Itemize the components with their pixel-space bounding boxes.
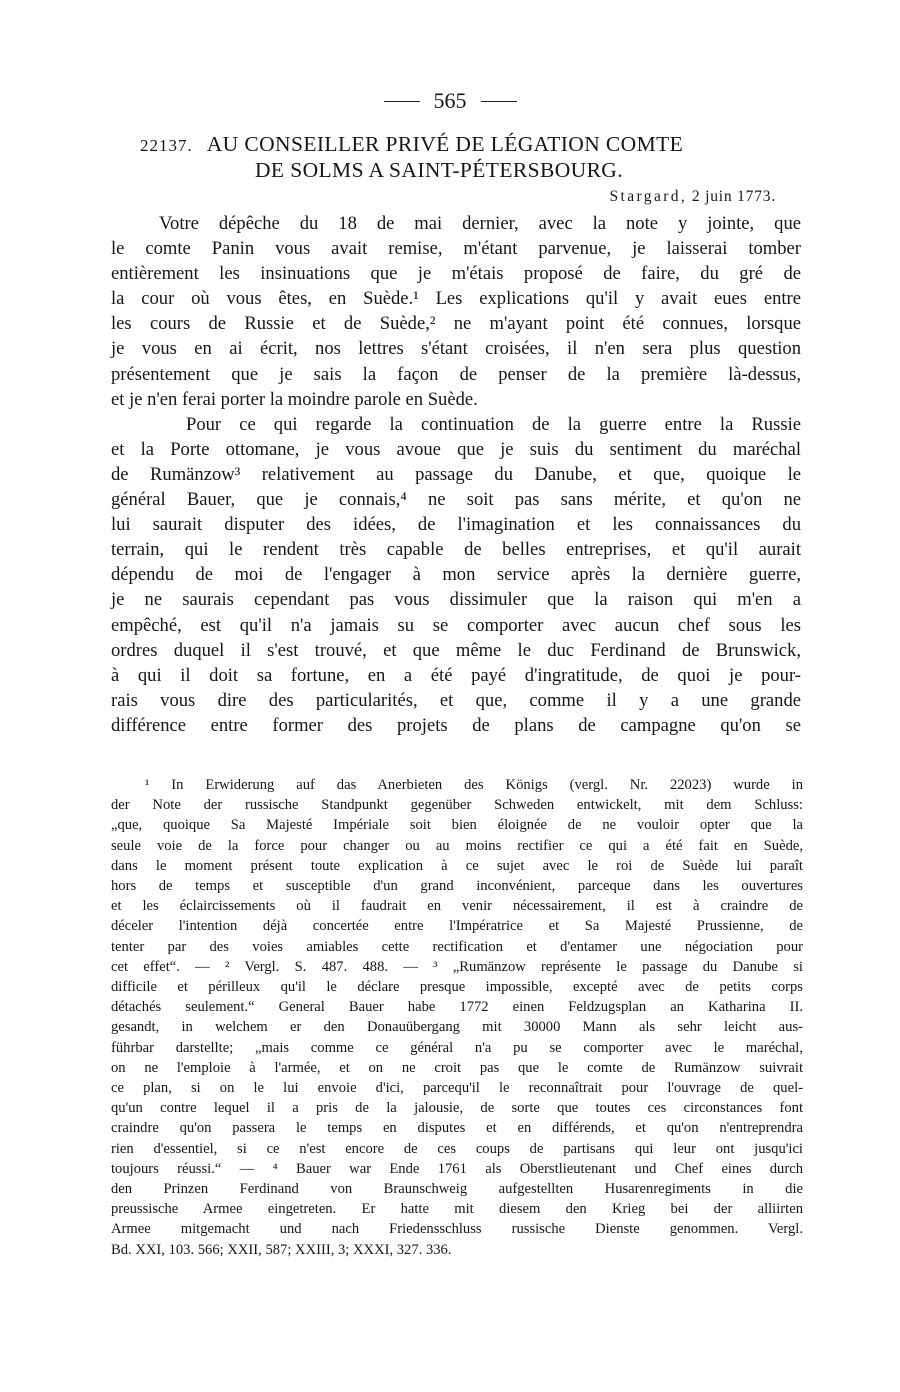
body-line: rais vous dire des particularités, et que, comme il y a une grande bbox=[111, 689, 801, 711]
footnote-line: „que, quoique Sa Majesté Impériale soit bien éloignée de ne vouloir opter que la bbox=[111, 817, 803, 834]
footnote-line: ce plan, si on le lui envoie d'ici, parcequ'il le reconnaîtrait pour l'ouvrage de quel- bbox=[111, 1080, 803, 1097]
footnote-line: seule voie de la force pour changer ou au moins rectifier ce qui a été fait en Suède, bbox=[111, 837, 803, 854]
letter-body bbox=[111, 211, 801, 738]
body-line: Votre dépêche du 18 de mai dernier, avec la note y jointe, que bbox=[159, 213, 801, 234]
dateline-place: Stargard, bbox=[609, 188, 688, 205]
body-line: ordres duquel il s'est trouvé, et que même le duc Ferdinand de Brunswick, bbox=[111, 639, 801, 661]
footnote-line: Bd. XXI, 103. 566; XXII, 587; XXIII, 3; XXXI, 327. 336. bbox=[111, 1241, 452, 1258]
footnote-line: der Note der russische Standpunkt gegenüber Schweden entwickelt, mit dem Schluss: bbox=[111, 797, 803, 814]
body-line: de Rumänzow³ relativement au passage du Danube, et que, quoique le bbox=[111, 463, 801, 485]
page-header bbox=[0, 86, 900, 116]
footnote-line: ¹ In Erwiderung auf das Anerbieten des Königs (vergl. Nr. 22023) wurde in bbox=[145, 777, 803, 793]
body-line: général Bauer, que je connais,⁴ ne soit pas sans mérite, et qu'on ne bbox=[111, 489, 801, 511]
page-number: 565 bbox=[433, 88, 467, 113]
footnote-line: déceler l'intention déjà concertée entre l'Impératrice et Sa Majesté Prussienne, de bbox=[111, 918, 803, 935]
footnote-line: gesandt, in welchem er den Donauübergang mit 30000 Mann als sehr leicht aus- bbox=[111, 1019, 803, 1036]
body-line: Pour ce qui regarde la continuation de la guerre entre la Russie bbox=[186, 413, 801, 435]
footnote-line: tenter par des voies amiables cette rectification et d'entamer une négociation pour bbox=[111, 938, 803, 955]
body-line: et je n'en ferai porter la moindre parole en Suède. bbox=[111, 388, 478, 410]
body-line: différence entre former des projets de plans de campagne qu'on se bbox=[111, 714, 801, 736]
right-rule bbox=[481, 101, 517, 102]
footnote-line: cet effet“. — ² Vergl. S. 487. 488. — ³ „Rumänzow représente le passage du Danube si bbox=[111, 958, 803, 975]
footnote-line: führbar darstellte; „mais comme ce général n'a pu se comporter avec le maréchal, bbox=[111, 1039, 803, 1056]
footnote-line: qu'un contre lequel il a pris de la jalousie, de sorte que toutes ces circonstances font bbox=[111, 1100, 803, 1117]
footnote-line: et les éclaircissements où il faudrait en venir nécessairement, il est à craindre de bbox=[111, 898, 803, 915]
body-line: le comte Panin vous avait remise, m'étant parvenue, je laisserai tomber bbox=[111, 238, 801, 260]
heading-line-1 bbox=[140, 132, 780, 158]
body-line: les cours de Russie et de Suède,² ne m'ayant point été connues, lorsque bbox=[111, 313, 801, 335]
dateline-date: 2 juin 1773. bbox=[691, 188, 776, 205]
footnote-line: den Prinzen Ferdinand von Braunschweig aufgestellten Husarenregiments in die bbox=[111, 1181, 803, 1198]
footnote-line: craindre qu'on passera le temps en disputes et en différends, et qu'on n'entreprendra bbox=[111, 1120, 803, 1137]
body-line: empêché, est qu'il n'a jamais su se comporter avec aucun chef sous les bbox=[111, 614, 801, 636]
heading-line-2: DE SOLMS A SAINT-PÉTERSBOURG. bbox=[255, 158, 624, 182]
body-line: je vous en ai écrit, nos lettres s'étant croisées, il n'en sera plus question bbox=[111, 338, 801, 360]
body-line: terrain, qui le rendent très capable de belles entreprises, et qu'il aurait bbox=[111, 539, 801, 561]
document-number: 22137. bbox=[140, 136, 193, 155]
dateline bbox=[400, 188, 776, 206]
footnote-line: hors de temps et susceptible d'un grand inconvénient, parceque dans les ouvertures bbox=[111, 878, 803, 895]
footnote-line: on ne l'emploie à l'armée, et on ne croit pas que le comte de Rumänzow suivrait bbox=[111, 1059, 803, 1076]
heading-title-1: AU CONSEILLER PRIVÉ DE LÉGATION COMTE bbox=[206, 132, 684, 156]
footnote-line: détachés seulement.“ General Bauer habe 1772 einen Feldzugsplan an Katharina II. bbox=[111, 999, 803, 1016]
footnote-line: preussische Armee eingetreten. Er hatte mit diesem den Krieg bei der alliirten bbox=[111, 1201, 803, 1218]
body-line: entièrement les insinuations que je m'étais proposé de faire, du gré de bbox=[111, 263, 801, 285]
footnote-line: toujours réussi.“ — ⁴ Bauer war Ende 1761 als Oberstlieutenant und Chef eines durch bbox=[111, 1160, 803, 1177]
body-line: je ne saurais cependant pas vous dissimuler que la raison qui m'en a bbox=[111, 589, 801, 611]
body-line: lui saurait disputer des idées, de l'imagination et les connaissances du bbox=[111, 514, 801, 536]
body-line: et la Porte ottomane, je vous avoue que je suis du sentiment du maréchal bbox=[111, 438, 801, 460]
footnote-line: dans le moment présent toute explication à ce sujet avec le roi de Suède lui paraît bbox=[111, 857, 803, 874]
body-line: dépendu de moi de l'engager à mon service après la dernière guerre, bbox=[111, 564, 801, 586]
body-line: la cour où vous êtes, en Suède.¹ Les explications qu'il y avait eues entre bbox=[111, 288, 801, 310]
body-line: présentement que je sais la façon de penser de la première là-dessus, bbox=[111, 363, 801, 385]
body-line: à qui il doit sa fortune, en a été payé d'ingratitude, de quoi je pour- bbox=[111, 664, 801, 686]
footnote-line: difficile et périlleux qu'il le déclare presque impossible, excepté avec de petits corps bbox=[111, 979, 803, 996]
footnote-line: Armee mitgemacht und nach Friedensschluss russische Dienste genommen. Vergl. bbox=[111, 1221, 803, 1238]
left-rule bbox=[384, 101, 420, 102]
letter-heading bbox=[140, 132, 780, 183]
footnotes bbox=[111, 775, 803, 1260]
footnote-line: rien d'essentiel, si ce n'est encore de ces coups de partisans qui leur ont jusqu'ici bbox=[111, 1140, 803, 1157]
